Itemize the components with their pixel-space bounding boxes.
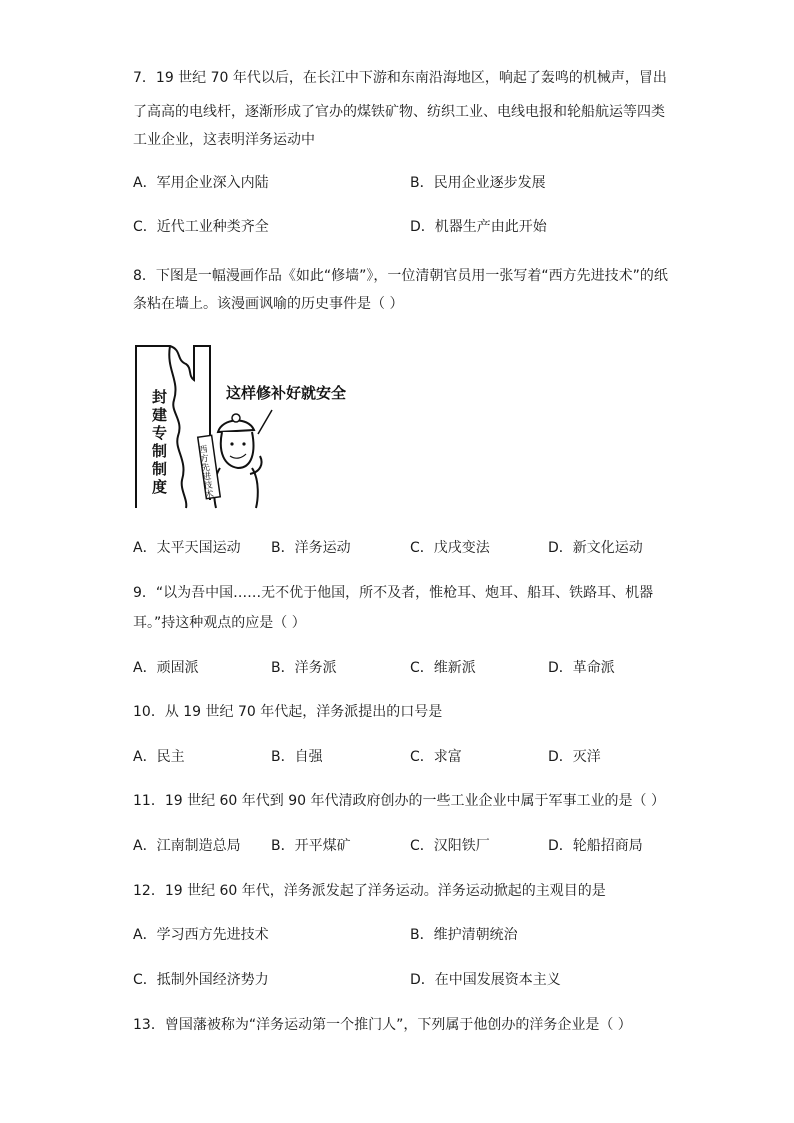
option-d: D．在中国发展资本主义 xyxy=(410,972,561,988)
speech-text: 这样修补好就安全 xyxy=(226,384,347,402)
question-7-line-3: 工业企业，这表明洋务运动中 xyxy=(133,132,315,148)
cartoon-illustration xyxy=(130,340,370,510)
wall-char-3: 专 xyxy=(152,424,168,442)
option-c: C．近代工业种类齐全 xyxy=(133,219,269,235)
question-8-line-2: 条粘在墙上。该漫画讽喻的历史事件是（ ） xyxy=(133,296,404,312)
option-b: B．开平煤矿 xyxy=(271,838,351,854)
question-7-line-2: 了高高的电线杆，逐渐形成了官办的煤铁矿物、纺织工业、电线电报和轮船航运等四类 xyxy=(133,104,665,120)
option-c: C．求富 xyxy=(410,749,462,765)
option-b: B．民用企业逐步发展 xyxy=(410,175,546,191)
option-c: C．抵制外国经济势力 xyxy=(133,972,269,988)
wall-char-6: 度 xyxy=(152,478,168,496)
option-a: A．学习西方先进技术 xyxy=(133,927,269,943)
option-d: D．机器生产由此开始 xyxy=(410,219,547,235)
option-b: B．洋务派 xyxy=(271,660,337,676)
question-9-line-1: 9．“以为吾中国……无不优于他国，所不及者，惟枪耳、炮耳、船耳、铁路耳、机器 xyxy=(133,585,654,601)
option-a: A．军用企业深入内陆 xyxy=(133,175,269,191)
option-d: D．灭洋 xyxy=(548,749,601,765)
wall-char-2: 建 xyxy=(152,406,168,424)
option-d: D．轮船招商局 xyxy=(548,838,643,854)
option-a: A．民主 xyxy=(133,749,185,765)
question-13-line-1: 13．曾国藩被称为“洋务运动第一个推门人”，下列属于他创办的洋务企业是（ ） xyxy=(133,1017,632,1033)
question-7-line-1: 7．19 世纪 70 年代以后，在长江中下游和东南沿海地区，响起了轰鸣的机械声，冒出 xyxy=(133,70,667,86)
option-b: B．洋务运动 xyxy=(271,540,351,556)
wall-char-5: 制 xyxy=(152,460,168,478)
option-a: A．顽固派 xyxy=(133,660,199,676)
option-b: B．自强 xyxy=(271,749,323,765)
strip-text: 西方先进技术 xyxy=(195,444,214,500)
question-11-line-1: 11．19 世纪 60 年代到 90 年代清政府创办的一些工业企业中属于军事工业的是（ ） xyxy=(133,793,665,809)
option-d: D．新文化运动 xyxy=(548,540,643,556)
question-9-line-2: 耳。”持这种观点的应是（ ） xyxy=(133,615,306,631)
option-d: D．革命派 xyxy=(548,660,615,676)
option-c: C．汉阳铁厂 xyxy=(410,838,490,854)
option-a: A．江南制造总局 xyxy=(133,838,241,854)
option-b: B．维护清朝统治 xyxy=(410,927,518,943)
option-c: C．维新派 xyxy=(410,660,476,676)
question-12-line-1: 12．19 世纪 60 年代，洋务派发起了洋务运动。洋务运动掀起的主观目的是 xyxy=(133,883,606,899)
option-a: A．太平天国运动 xyxy=(133,540,241,556)
question-10-line-1: 10．从 19 世纪 70 年代起，洋务派提出的口号是 xyxy=(133,704,443,720)
wall-char-1: 封 xyxy=(152,388,168,406)
option-c: C．戊戌变法 xyxy=(410,540,490,556)
question-8-line-1: 8．下图是一幅漫画作品《如此“修墙”》，一位清朝官员用一张写着“西方先进技术”的纸 xyxy=(133,268,668,284)
wall-char-4: 制 xyxy=(152,442,168,460)
